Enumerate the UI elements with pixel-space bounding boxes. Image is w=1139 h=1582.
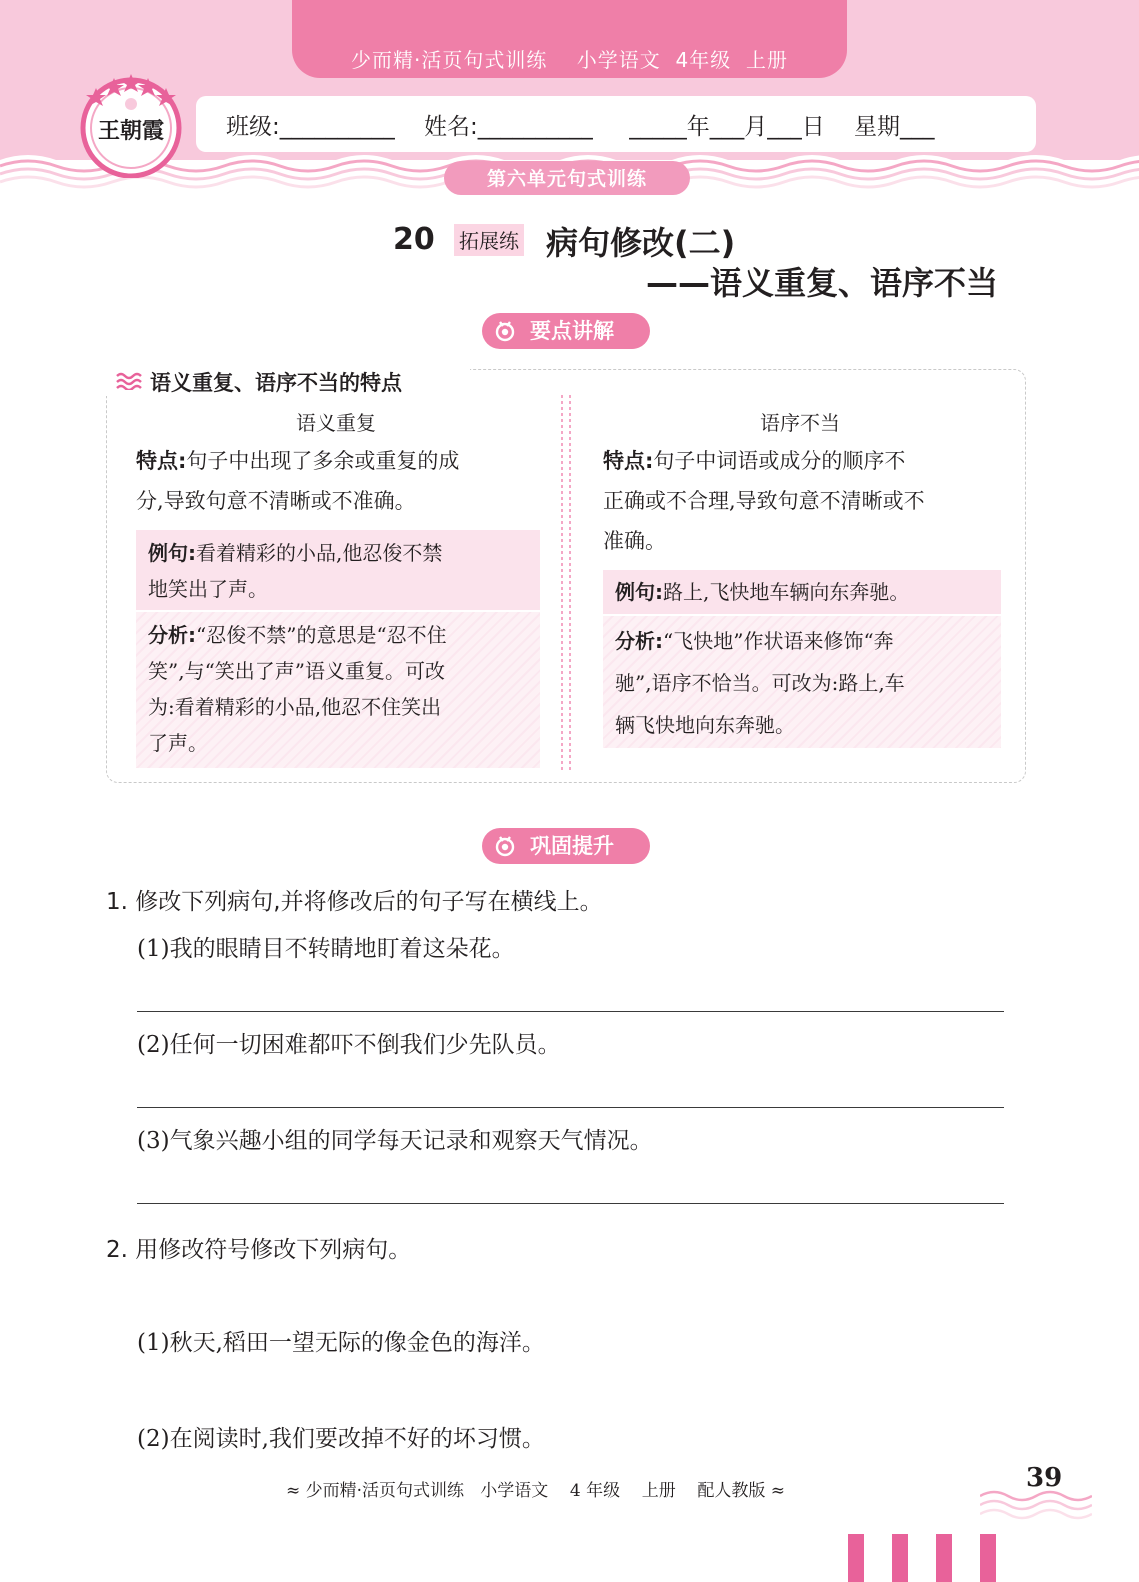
answer-line-2[interactable] <box>137 1107 1004 1108</box>
answer-line-1[interactable] <box>137 1011 1004 1012</box>
lesson-number: 20 <box>393 222 435 257</box>
question-1-item-3: (3)气象兴趣小组的同学每天记录和观察天气情况。 <box>137 1128 653 1154</box>
right-analysis-line2: 驰”,语序不恰当。可改为:路上,车 <box>615 671 905 695</box>
left-column-title: 语义重复 <box>296 411 376 435</box>
unit-title: 第六单元句式训练 <box>486 168 647 190</box>
section-keypoints <box>482 313 650 349</box>
edge-bar <box>892 1534 908 1582</box>
lesson-title: 病句修改(二) <box>546 224 736 262</box>
left-example-line2: 地笑出了声。 <box>148 577 268 601</box>
edge-bar <box>980 1534 996 1582</box>
left-analysis-line1: “忍俊不禁”的意思是“忍不住 <box>196 623 447 647</box>
right-example-label: 例句: <box>615 580 663 604</box>
right-analysis-line3: 辆飞快地向东奔驰。 <box>615 713 795 737</box>
question-1-item-1: (1)我的眼睛目不转睛地盯着这朵花。 <box>137 936 515 962</box>
student-info-fields[interactable]: 班级:__________ 姓名:__________ _____年___月___日 星期___ <box>226 114 935 140</box>
footer-wave-decoration <box>980 1488 1092 1522</box>
left-example <box>148 535 538 607</box>
series-title: 少而精·活页句式训练 小学语文 4年级 上册 <box>351 48 788 72</box>
left-analysis-line3: 为:看着精彩的小品,他忍不住笑出 <box>148 695 442 719</box>
left-feature <box>136 441 546 521</box>
lesson-tag: 拓展练 <box>454 224 524 256</box>
left-example-line1: 看着精彩的小品,他忍俊不禁 <box>196 541 443 565</box>
question-2-item-2[interactable]: (2)在阅读时,我们要改掉不好的坏习惯。 <box>137 1426 545 1452</box>
right-feature <box>603 441 1013 561</box>
right-column-title: 语序不当 <box>760 411 840 435</box>
medal-icon <box>494 320 516 342</box>
question-2-item-1[interactable]: (1)秋天,稻田一望无际的像金色的海洋。 <box>137 1330 545 1356</box>
wave-icon <box>116 372 144 390</box>
right-example-line1: 路上,飞快地车辆向东奔驰。 <box>663 580 910 604</box>
edge-bar <box>848 1534 864 1582</box>
right-feature-line3: 准确。 <box>603 529 666 553</box>
right-example <box>615 574 999 610</box>
edge-bar <box>936 1534 952 1582</box>
answer-line-3[interactable] <box>137 1203 1004 1204</box>
question-2-title: 2. 用修改符号修改下列病句。 <box>106 1237 412 1263</box>
left-analysis-line4: 了声。 <box>148 731 208 755</box>
right-feature-label: 特点: <box>603 449 654 473</box>
footer-text: ≈ 少而精·活页句式训练 小学语文 4 年级 上册 配人教版 ≈ <box>286 1481 785 1501</box>
right-analysis-label: 分析: <box>615 629 663 653</box>
left-feature-label: 特点: <box>136 449 187 473</box>
right-feature-line1: 句子中词语或成分的顺序不 <box>653 449 906 473</box>
left-analysis-label: 分析: <box>148 623 196 647</box>
question-1-title: 1. 修改下列病句,并将修改后的句子写在横线上。 <box>106 889 603 915</box>
medal-icon <box>494 835 516 857</box>
left-analysis <box>148 617 538 761</box>
section-keypoints-label: 要点讲解 <box>530 319 614 343</box>
left-example-label: 例句: <box>148 541 196 565</box>
lesson-subtitle: ——语义重复、语序不当 <box>646 264 999 302</box>
page-number: 39 <box>1026 1463 1063 1493</box>
question-1-item-2: (2)任何一切困难都吓不倒我们少先队员。 <box>137 1032 561 1058</box>
left-feature-line1: 句子中出现了多余或重复的成 <box>186 449 460 473</box>
section-practice-label: 巩固提升 <box>530 834 614 858</box>
left-analysis-line2: 笑”,与“笑出了声”语义重复。可改 <box>148 659 446 683</box>
left-feature-line2: 分,导致句意不清晰或不准确。 <box>136 489 416 513</box>
svg-text:王朝霞: 王朝霞 <box>97 118 165 144</box>
right-analysis <box>615 620 999 746</box>
brand-logo <box>78 72 184 178</box>
keypoints-heading: 语义重复、语序不当的特点 <box>150 371 402 395</box>
right-feature-line2: 正确或不合理,导致句意不清晰或不 <box>603 489 925 513</box>
section-practice <box>482 828 650 864</box>
column-divider <box>559 395 573 773</box>
right-analysis-line1: “飞快地”作状语来修饰“奔 <box>663 629 894 653</box>
